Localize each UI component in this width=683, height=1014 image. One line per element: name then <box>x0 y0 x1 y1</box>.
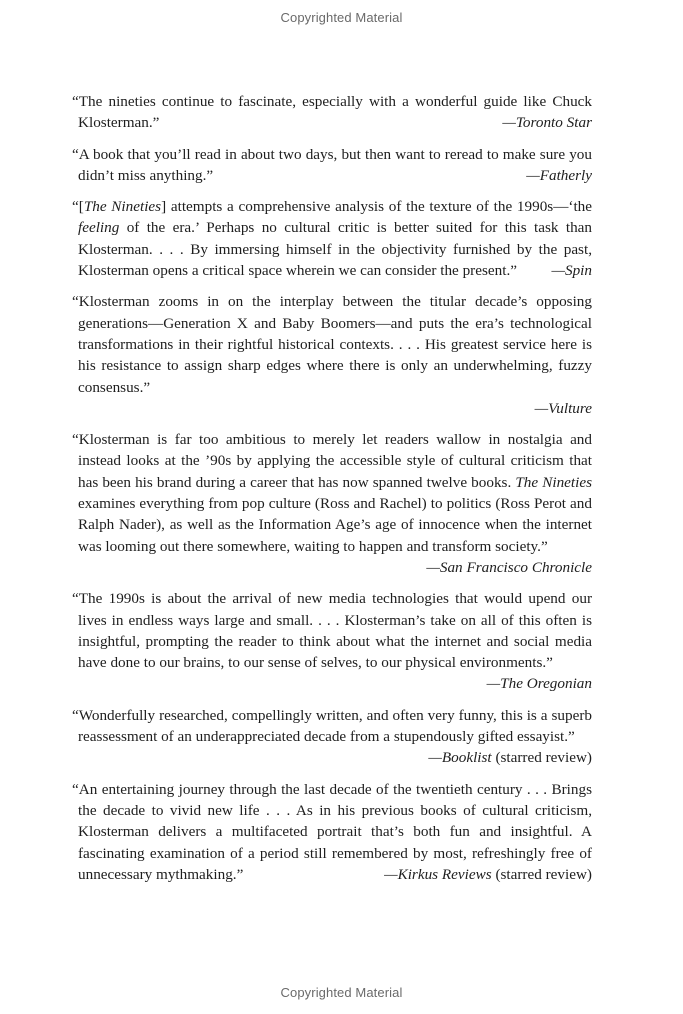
blurb-source: —Spin <box>551 262 592 280</box>
blurb-source-note: (starred review) <box>491 865 592 883</box>
blurb-source: —Fatherly <box>526 166 592 184</box>
blurb-source: —The Oregonian <box>486 675 592 693</box>
blurb-quote: “The 1990s is about the arrival of new media technologies that would upend our lives in endless ways large and small. . . . Klosterman’s take on all of this often is insightful, prompting the reader to think about what the internet and social media have done to our brains, to our sense of selves, to our physical environments.” <box>72 590 592 672</box>
emphasis: feeling <box>78 219 120 237</box>
blurb-kirkus <box>72 779 592 885</box>
blurb-source: —Kirkus Reviews (starred review) <box>384 865 592 883</box>
blurb-sf-chronicle <box>72 429 592 578</box>
copyright-watermark-bottom: Copyrighted Material <box>280 985 403 1000</box>
blurb-source: —Toronto Star <box>502 114 592 132</box>
blurb-spin <box>72 196 592 281</box>
blurb-toronto-star <box>72 91 592 134</box>
blurb-quote: “Klosterman zooms in on the interplay between the titular decade’s opposing generations—Generation X and Baby Boomers—and puts the era’s technological transformations in their rightful historical contexts. . . . His greatest service here is his resistance to assign sharp edges where there is only an underwhelming, fuzzy consensus.” <box>72 293 592 396</box>
copyright-watermark-top: Copyrighted Material <box>280 10 403 25</box>
book-title: The Nineties <box>83 198 162 216</box>
blurb-quote: “Klosterman is far too ambitious to merely let readers wallow in nostalgia and instead looks at the ’90s by applying the accessible style of cultural criticism that has been his brand during a career that has now spanned twelve books. The Nineties examines everything from pop culture (Ross and Rachel) to politics (Ross Perot and Ralph Nader), as well as the Information Age’s age of innocence when the internet was looming out there somewhere, waiting to happen and transform society.” <box>72 431 592 555</box>
blurb-booklist <box>72 705 592 769</box>
blurb-source-note: (starred review) <box>491 749 592 767</box>
book-title: The Nineties <box>515 473 592 491</box>
blurb-quote: “An entertaining journey through the last decade of the twentieth century . . . Brings the decade to vivid new life . . . As in his previous books of cultural criticism, Klosterman delivers a multifaceted portrait that’s both fun and insightful. A fascinating examination of a period still remembered by most, refreshingly free of unnecessary mythmaking.” —Kirkus Reviews (starred review) <box>72 779 592 885</box>
blurb-fatherly <box>72 144 592 187</box>
blurb-source: —Booklist (starred review) <box>428 749 592 767</box>
blurb-quote: “[The Nineties] attempts a comprehensive analysis of the texture of the 1990s—‘the feeling of the era.’ Perhaps no cultural critic is better suited for this task than Klosterman. . . . By immersing himself in the objectivity furnished by the past, Klosterman opens a critical space wherein we can consider the present.” —Spin <box>72 196 592 281</box>
blurb-quote: “The nineties continue to fascinate, especially with a wonderful guide like Chuck Klosterman.” —Toronto Star <box>72 91 592 134</box>
blurb-source: —San Francisco Chronicle <box>426 558 592 576</box>
blurb-vulture <box>72 291 592 419</box>
blurb-quote: “A book that you’ll read in about two days, but then want to reread to make sure you didn’t miss anything.” —Fatherly <box>72 144 592 187</box>
blurb-oregonian <box>72 588 592 694</box>
praise-blurbs <box>72 91 592 895</box>
blurb-quote: “Wonderfully researched, compellingly written, and often very funny, this is a superb reassessment of an underappreciated decade from a stupendously gifted essayist.” <box>72 706 592 746</box>
blurb-source: —Vulture <box>534 399 592 417</box>
